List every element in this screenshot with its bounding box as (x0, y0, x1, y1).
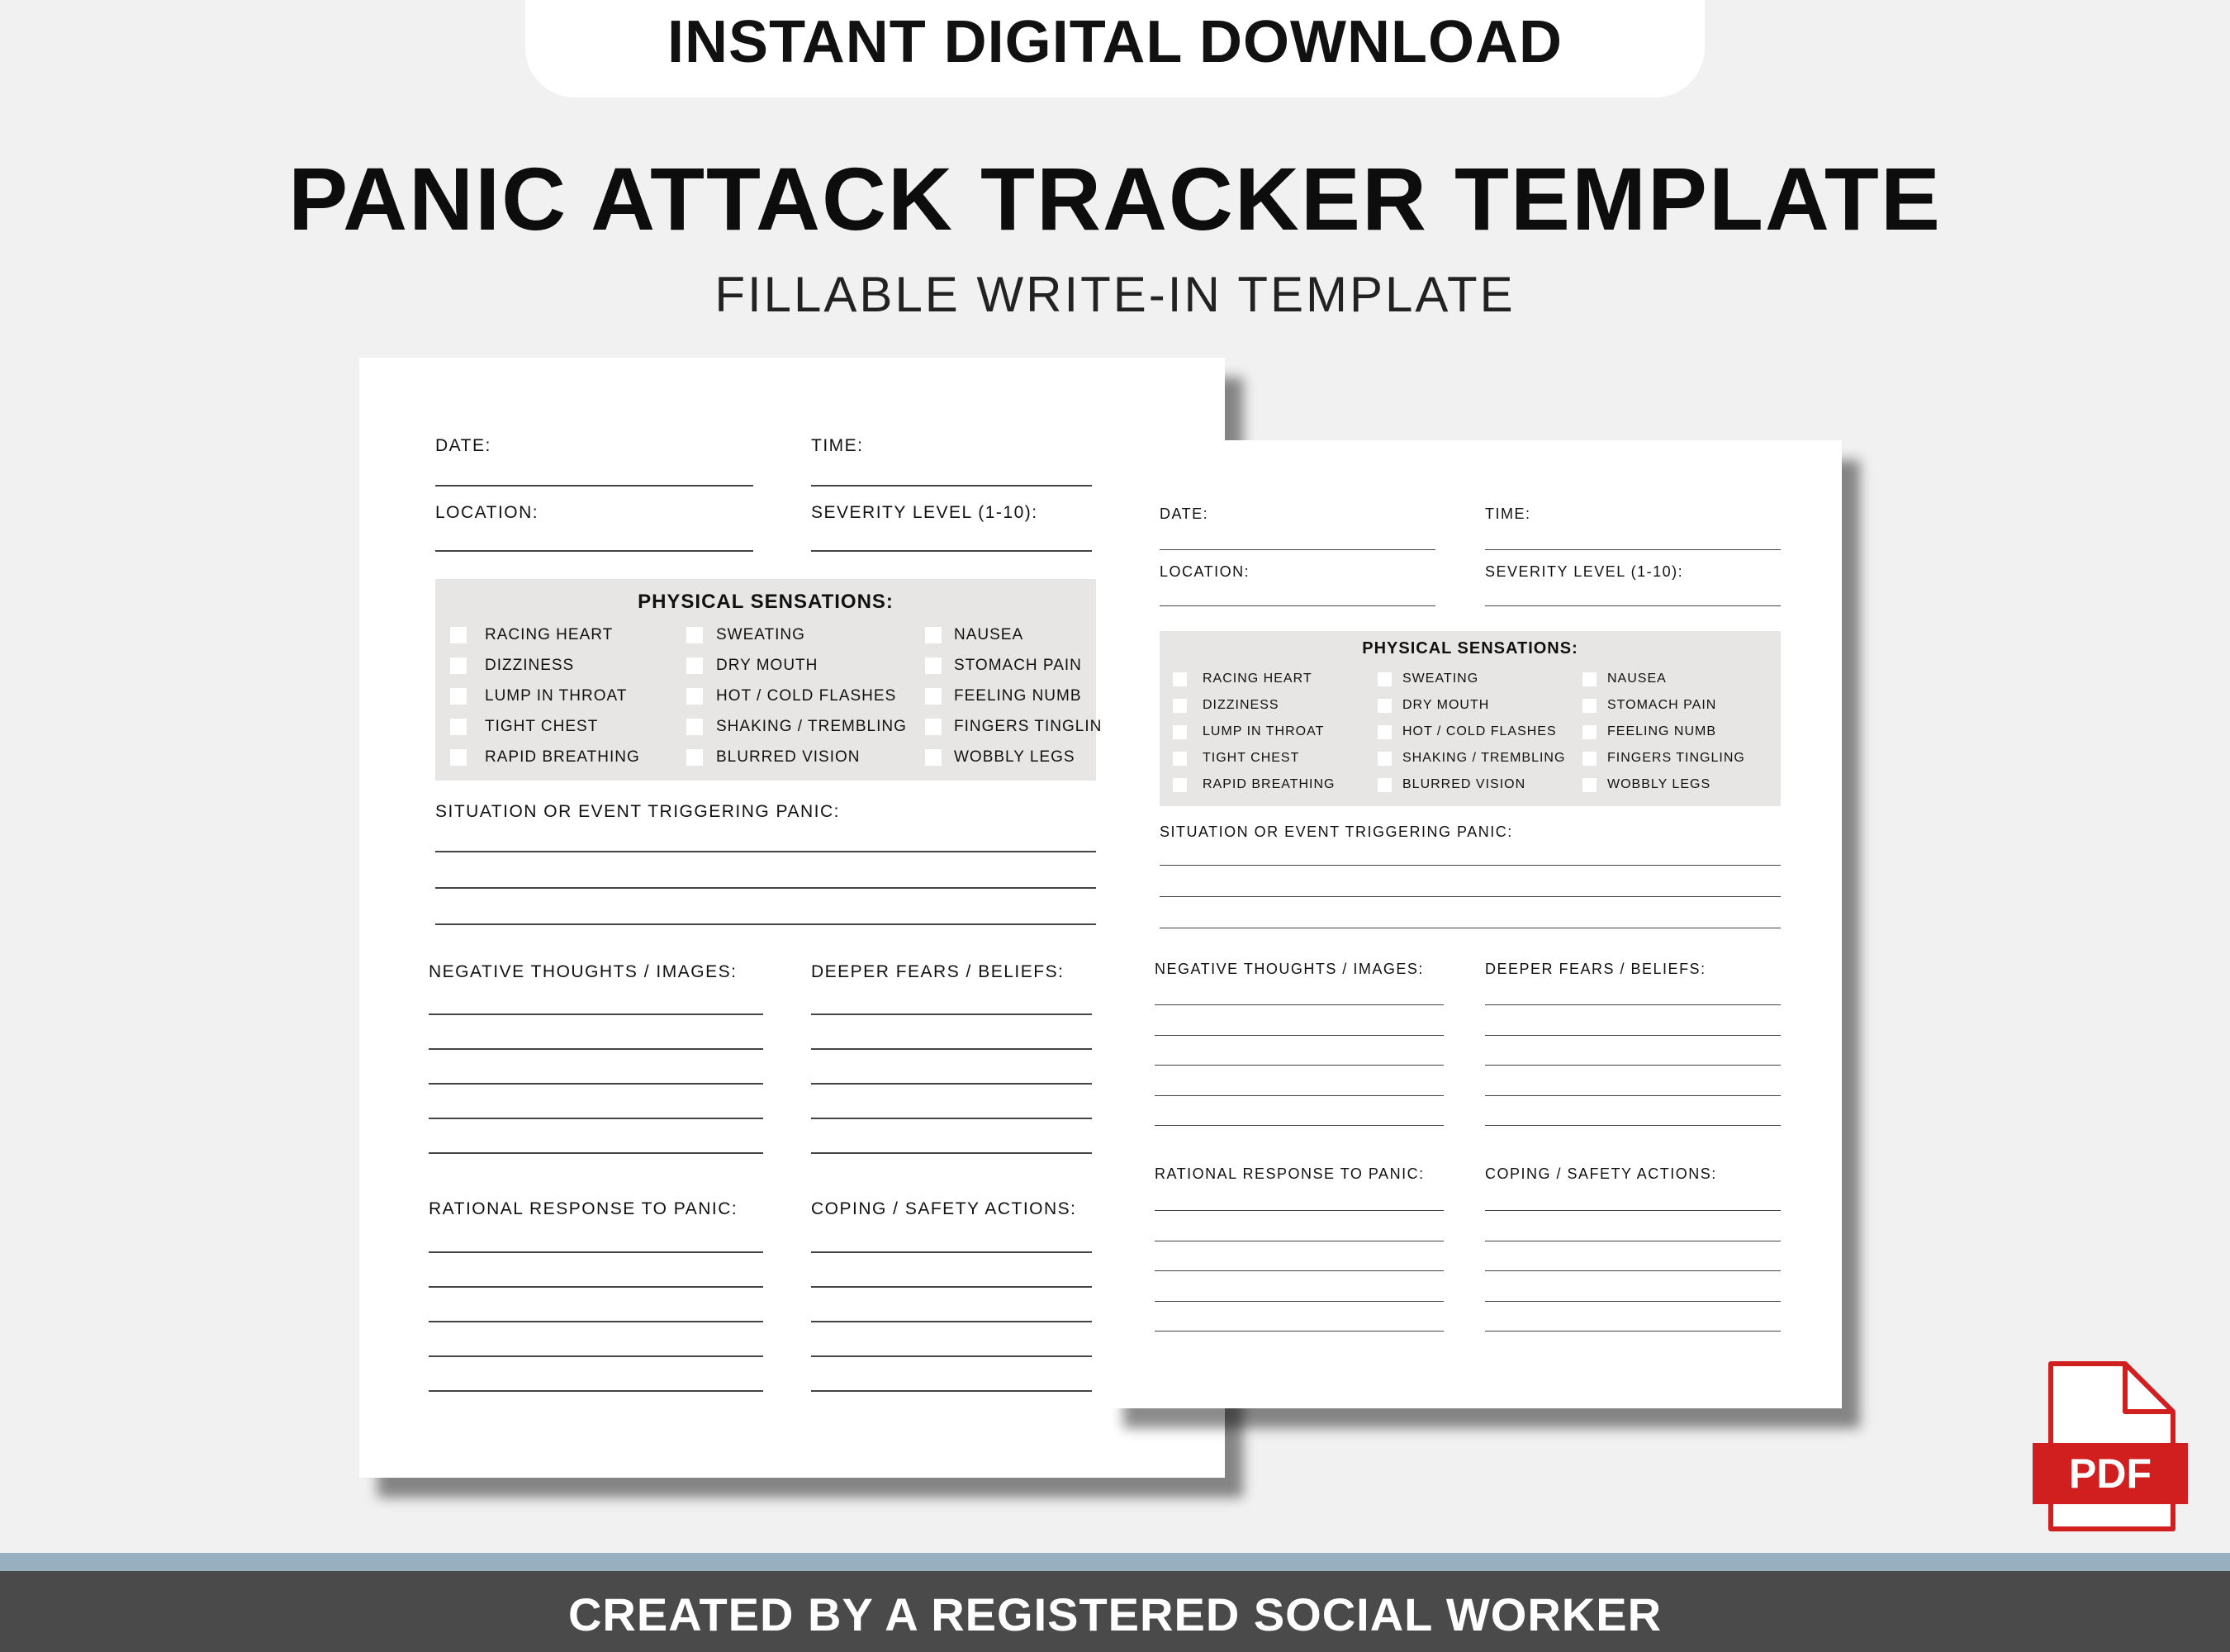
location-line[interactable] (1160, 605, 1435, 606)
sensation-checkbox[interactable] (450, 719, 467, 735)
footer-text: CREATED BY A REGISTERED SOCIAL WORKER (567, 1588, 1663, 1640)
writing-line[interactable] (811, 1152, 1092, 1154)
sensation-checkbox[interactable] (925, 688, 942, 705)
sensation-checkbox[interactable] (1173, 752, 1187, 766)
writing-line[interactable] (429, 1251, 763, 1253)
writing-line[interactable] (811, 1251, 1092, 1253)
sensation-label: RAPID BREATHING (485, 748, 640, 766)
situation-label: SITUATION OR EVENT TRIGGERING PANIC: (1160, 824, 1513, 840)
writing-line[interactable] (811, 1390, 1092, 1392)
writing-line[interactable] (1155, 1035, 1444, 1036)
writing-line[interactable] (429, 1083, 763, 1085)
writing-line[interactable] (1155, 1301, 1444, 1302)
sensation-label: FINGERS TINGLIN (954, 718, 1103, 735)
writing-line[interactable] (429, 1014, 763, 1015)
writing-line[interactable] (1485, 1035, 1781, 1036)
footer-band (0, 1571, 2230, 1652)
severity-label: SEVERITY LEVEL (1-10): (1485, 563, 1684, 580)
writing-line[interactable] (1155, 1095, 1444, 1096)
writing-line[interactable] (811, 1286, 1092, 1288)
sensation-checkbox[interactable] (450, 657, 467, 674)
sensation-label: SWEATING (1402, 672, 1479, 686)
situation-label: SITUATION OR EVENT TRIGGERING PANIC: (435, 802, 840, 821)
sensation-label: WOBBLY LEGS (1607, 777, 1711, 791)
sensation-checkbox[interactable] (1173, 699, 1187, 713)
writing-line[interactable] (429, 1048, 763, 1050)
sensation-label: TIGHT CHEST (1203, 751, 1300, 765)
negative-thoughts-label: NEGATIVE THOUGHTS / IMAGES: (429, 962, 738, 981)
sensation-checkbox[interactable] (1378, 752, 1392, 766)
deeper-fears-label: DEEPER FEARS / BELIEFS: (1485, 961, 1706, 977)
writing-line[interactable] (1155, 1270, 1444, 1271)
writing-line[interactable] (1485, 1125, 1781, 1126)
sensation-checkbox[interactable] (925, 657, 942, 674)
sensation-label: DIZZINESS (485, 657, 575, 674)
sensation-checkbox[interactable] (1173, 725, 1187, 739)
situation-line[interactable] (435, 851, 1096, 852)
sensation-checkbox[interactable] (450, 749, 467, 766)
sensation-checkbox[interactable] (450, 688, 467, 705)
sensation-label: STOMACH PAIN (954, 657, 1082, 674)
download-banner (525, 0, 1705, 97)
sensation-checkbox[interactable] (450, 627, 467, 643)
writing-line[interactable] (1155, 1331, 1444, 1332)
sensation-checkbox[interactable] (925, 749, 942, 766)
sensation-label: SHAKING / TREMBLING (716, 718, 907, 735)
writing-line[interactable] (429, 1152, 763, 1154)
coping-actions-label: COPING / SAFETY ACTIONS: (811, 1199, 1077, 1218)
writing-line[interactable] (429, 1321, 763, 1322)
sensation-checkbox[interactable] (1582, 699, 1597, 713)
sensation-label: RACING HEART (1203, 672, 1312, 686)
situation-line[interactable] (1160, 896, 1781, 897)
writing-line[interactable] (811, 1321, 1092, 1322)
writing-line[interactable] (811, 1014, 1092, 1015)
sensation-label: DIZZINESS (1203, 698, 1279, 712)
date-line[interactable] (435, 485, 753, 487)
sensation-checkbox[interactable] (1582, 752, 1597, 766)
date-line[interactable] (1160, 549, 1435, 550)
sensation-label: SWEATING (716, 626, 805, 643)
tracker-sheet-front (359, 358, 1225, 1478)
sensation-label: TIGHT CHEST (485, 718, 599, 735)
pdf-label: PDF (2069, 1450, 2152, 1497)
sensation-checkbox[interactable] (686, 719, 703, 735)
sensation-label: RAPID BREATHING (1203, 777, 1336, 791)
deeper-fears-label: DEEPER FEARS / BELIEFS: (811, 962, 1065, 981)
time-label: TIME: (811, 436, 864, 455)
sensation-label: NAUSEA (1607, 672, 1667, 686)
sensation-checkbox[interactable] (1378, 778, 1392, 792)
severity-line[interactable] (811, 550, 1092, 552)
sensation-checkbox[interactable] (1173, 778, 1187, 792)
page-subtitle: FILLABLE WRITE-IN TEMPLATE (714, 267, 1516, 322)
sensation-label: FINGERS TINGLING (1607, 751, 1745, 765)
sensation-checkbox[interactable] (1378, 672, 1392, 686)
pdf-file-icon (2028, 1359, 2193, 1536)
sensation-label: HOT / COLD FLASHES (716, 687, 897, 705)
writing-line[interactable] (1155, 1004, 1444, 1005)
negative-thoughts-label: NEGATIVE THOUGHTS / IMAGES: (1155, 961, 1424, 977)
writing-line[interactable] (1485, 1004, 1781, 1005)
sensation-checkbox[interactable] (1378, 699, 1392, 713)
date-label: DATE: (435, 436, 491, 455)
writing-line[interactable] (1485, 1270, 1781, 1271)
sensation-checkbox[interactable] (686, 627, 703, 643)
sensation-label: SHAKING / TREMBLING (1402, 751, 1566, 765)
sensation-label: NAUSEA (954, 626, 1024, 643)
date-label: DATE: (1160, 506, 1209, 522)
sensation-label: WOBBLY LEGS (954, 748, 1075, 766)
sensation-checkbox[interactable] (1582, 672, 1597, 686)
sensation-checkbox[interactable] (686, 688, 703, 705)
tracker-sheet-back (1105, 440, 1842, 1408)
writing-line[interactable] (429, 1118, 763, 1119)
sensation-checkbox[interactable] (686, 657, 703, 674)
writing-line[interactable] (1155, 1210, 1444, 1211)
situation-line[interactable] (435, 923, 1096, 925)
time-line[interactable] (811, 485, 1092, 487)
writing-line[interactable] (1485, 1095, 1781, 1096)
writing-line[interactable] (1155, 1125, 1444, 1126)
download-banner-text: INSTANT DIGITAL DOWNLOAD (667, 9, 1563, 75)
writing-line[interactable] (811, 1118, 1092, 1119)
location-label: LOCATION: (1160, 563, 1250, 580)
time-label: TIME: (1485, 506, 1531, 522)
writing-line[interactable] (429, 1355, 763, 1357)
situation-line[interactable] (1160, 865, 1781, 866)
writing-line[interactable] (1485, 1301, 1781, 1302)
sensation-label: STOMACH PAIN (1607, 698, 1717, 712)
rational-response-label: RATIONAL RESPONSE TO PANIC: (1155, 1165, 1425, 1182)
sensation-checkbox[interactable] (1582, 778, 1597, 792)
sensation-label: DRY MOUTH (716, 657, 818, 674)
location-line[interactable] (435, 550, 753, 552)
page-title: PANIC ATTACK TRACKER TEMPLATE (288, 149, 1942, 249)
writing-line[interactable] (429, 1390, 763, 1392)
sensation-label: BLURRED VISION (716, 748, 861, 766)
sensation-label: DRY MOUTH (1402, 698, 1490, 712)
sensation-checkbox[interactable] (925, 719, 942, 735)
sensation-checkbox[interactable] (1582, 725, 1597, 739)
writing-line[interactable] (1485, 1331, 1781, 1332)
coping-actions-label: COPING / SAFETY ACTIONS: (1485, 1165, 1717, 1182)
writing-line[interactable] (811, 1083, 1092, 1085)
rational-response-label: RATIONAL RESPONSE TO PANIC: (429, 1199, 738, 1218)
sensation-label: HOT / COLD FLASHES (1402, 724, 1557, 738)
sensation-label: FEELING NUMB (1607, 724, 1717, 738)
physical-sensations-box (435, 579, 1103, 781)
time-line[interactable] (1485, 549, 1781, 550)
sensation-checkbox[interactable] (1173, 672, 1187, 686)
writing-line[interactable] (811, 1048, 1092, 1050)
location-label: LOCATION: (435, 503, 539, 522)
footer-stripe (0, 1553, 2230, 1571)
writing-line[interactable] (1155, 1065, 1444, 1066)
physical-sensations-title: PHYSICAL SENSATIONS: (638, 591, 894, 613)
sensation-checkbox[interactable] (925, 627, 942, 643)
sensation-checkbox[interactable] (1378, 725, 1392, 739)
physical-sensations-box (1160, 631, 1781, 806)
physical-sensations-title: PHYSICAL SENSATIONS: (1362, 639, 1578, 657)
sensation-label: LUMP IN THROAT (485, 687, 628, 705)
severity-label: SEVERITY LEVEL (1-10): (811, 503, 1038, 522)
writing-line[interactable] (1485, 1210, 1781, 1211)
sensation-label: BLURRED VISION (1402, 777, 1526, 791)
severity-line[interactable] (1485, 605, 1781, 606)
sensation-checkbox[interactable] (686, 749, 703, 766)
writing-line[interactable] (1485, 1065, 1781, 1066)
sensation-label: RACING HEART (485, 626, 614, 643)
writing-line[interactable] (811, 1355, 1092, 1357)
sensation-label: FEELING NUMB (954, 687, 1082, 705)
situation-line[interactable] (435, 887, 1096, 889)
writing-line[interactable] (429, 1286, 763, 1288)
sensation-label: LUMP IN THROAT (1203, 724, 1325, 738)
